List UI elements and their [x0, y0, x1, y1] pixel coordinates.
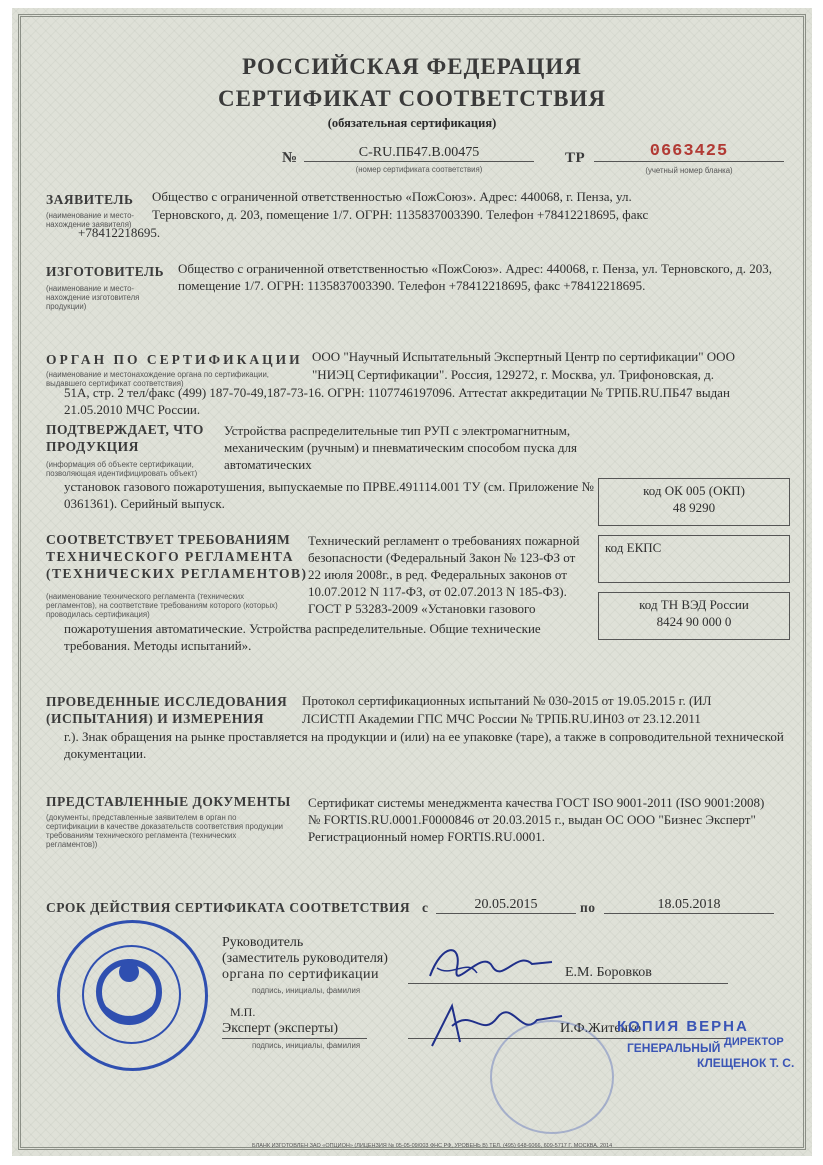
cert-body-text-line2: "НИЭЦ Сертификации". Россия, 129272, г. Москва, ул. Трифоновская, д.: [312, 367, 715, 382]
blank-number-caption: (учетный номер бланка): [645, 166, 733, 175]
certificate-number-caption: (номер сертификата соответствия): [355, 165, 483, 174]
certificate-title: СЕРТИФИКАТ СООТВЕТСТВИЯ: [217, 86, 607, 111]
manufacturer-caption: (наименование и место-нахождение изготовителя продукции): [46, 284, 140, 311]
country-title: РОССИЙСКАЯ ФЕДЕРАЦИЯ: [242, 54, 582, 79]
validity-to-label: по: [580, 900, 596, 915]
applicant-text-line1: Общество с ограниченной ответственностью «ПожСоюз». Адрес: 440068, г. Пенза, ул.: [152, 189, 632, 204]
okp-code-label: код ОК 005 (ОКП): [643, 483, 745, 498]
head-signature-caption: подпись, инициалы, фамилия: [252, 986, 361, 995]
regulation-caption: (наименование технического регламента (технических регламентов), на соответствие требованиям которого (которых) проводилась сертификация): [46, 592, 278, 619]
documents-text: Сертификат системы менеджмента качества ГОСТ ISO 9001-2011 (ISO 9001:2008) № FORTIS.RU.0001.F0000846 от 20.03.2015 г., выдан ОС ООО "Бизнес Эксперт" Регистрационный номер FORTIS.RU.0001.: [308, 795, 765, 844]
product-text-main: Устройства распределительные тип РУП с электромагнитным, механическим (ручным) и пневматическим способом пуска для автоматических: [224, 423, 577, 472]
head-signature-icon: [422, 938, 562, 988]
validity-from-date: 20.05.2015: [436, 896, 576, 914]
okp-code-value: 48 9290: [672, 500, 716, 515]
company-stamp: [490, 1020, 614, 1134]
cert-body-label: ОРГАН ПО СЕРТИФИКАЦИИ: [46, 352, 303, 367]
okp-code-box: [598, 478, 790, 526]
applicant-label: ЗАЯВИТЕЛЬ: [46, 192, 134, 207]
tp-label: ТР: [565, 150, 586, 166]
expert-label: Эксперт (эксперты): [222, 1021, 339, 1036]
copy-certified-line1: КОПИЯ ВЕРНА: [617, 1018, 749, 1035]
stamp-place-mark: М.П.: [230, 1005, 256, 1019]
cert-body-caption: (наименование и местонахождение органа по сертификации, выдавшего сертификат соответствия): [46, 370, 269, 388]
regulation-text-main: Технический регламент о требованиях пожарной безопасности (Федеральный Закон № 123-ФЗ от 22 июля 2008г., в ред. Федеральных законов от 10.07.2012 N 117-ФЗ, от 02.07.2013 N 185-ФЗ). ГОСТ Р 53283-2009 «Установки газового: [308, 533, 580, 616]
regulation-label-line1: СООТВЕТСТВУЕТ ТРЕБОВАНИЯМ: [46, 532, 291, 547]
certificate-subtitle: (обязательная сертификация): [327, 116, 497, 130]
applicant-text-line2: Терновского, д. 203, помещение 1/7. ОГРН: 1135837003390. Телефон +78412218695, факс: [152, 207, 649, 222]
applicant-text-line3: +78412218695.: [78, 225, 161, 240]
product-label-line2: ПРОДУКЦИЯ: [46, 439, 139, 454]
expert-name: И.Ф.Житенко: [560, 1021, 642, 1036]
validity-label: СРОК ДЕЙСТВИЯ СЕРТИФИКАТА СООТВЕТСТВИЯ: [46, 900, 411, 915]
head-signer-line3: органа по сертификации: [222, 967, 380, 982]
head-signer-name: Е.М. Боровков: [565, 965, 652, 980]
tests-text-line3: г.). Знак обращения на рынке проставляется на продукции и (или) на ее упаковке (таре), а также в сопроводительной технической документации.: [64, 729, 784, 761]
tests-label-line2: (ИСПЫТАНИЯ) И ИЗМЕРЕНИЯ: [46, 711, 264, 726]
tests-label-line1: ПРОВЕДЕННЫЕ ИССЛЕДОВАНИЯ: [46, 694, 288, 709]
tests-text-line1: Протокол сертификационных испытаний № 030-2015 от 19.05.2015 г. (ИЛ: [302, 693, 712, 708]
cert-body-text-line1: ООО "Научный Испытательный Экспертный Центр по сертификации" ООО: [312, 349, 735, 364]
tnved-code-value: 8424 90 000 0: [656, 614, 732, 629]
footer-print-info: БЛАНК ИЗГОТОВЛЕН ЗАО «ОПЦИОН» (ЛИЦЕНЗИЯ № 05-05-09/003 ФНС РФ, УРОВЕНЬ В) ТЕЛ. (495) 648-6066, 609-5717 Г. МОСКВА, 2014: [252, 1143, 613, 1149]
tests-text-line2: ЛСИСТП Академии ГПС МЧС России № ТРПБ.RU.ИН03 от 23.12.2011: [302, 711, 701, 726]
stamp-emblem-icon: [57, 920, 202, 1065]
applicant-caption: (наименование и место-нахождение заявителя): [46, 211, 135, 229]
tnved-code-box: [598, 592, 790, 640]
regulation-label-line3: (ТЕХНИЧЕСКИХ РЕГЛАМЕНТОВ): [46, 566, 308, 581]
copy-certified-line3: ДИРЕКТОР: [724, 1036, 784, 1048]
product-label-line1: ПОДТВЕРЖДАЕТ, ЧТО: [46, 422, 204, 437]
validity-from-label: с: [422, 900, 429, 915]
regulation-label-line2: ТЕХНИЧЕСКОГО РЕГЛАМЕНТА: [46, 549, 294, 564]
regulation-text-cont: пожаротушения автоматические. Устройства распределительные. Общие технические требования. Методы испытаний».: [64, 621, 541, 653]
blank-number: 0663425: [594, 142, 784, 162]
ekps-code-box: [598, 535, 790, 583]
official-stamp: [57, 920, 208, 1071]
documents-label: ПРЕДСТАВЛЕННЫЕ ДОКУМЕНТЫ: [46, 794, 291, 809]
ekps-code-label: код ЕКПС: [605, 540, 662, 555]
expert-signature-caption: подпись, инициалы, фамилия: [252, 1041, 361, 1050]
manufacturer-text: Общество с ограниченной ответственностью «ПожСоюз». Адрес: 440068, г. Пенза, ул. Терновского, д. 203, помещение 1/7. ОГРН: 1135837003390. Телефон +78412218695, факс +78412218695.: [178, 261, 772, 293]
tnved-code-label: код ТН ВЭД России: [639, 597, 749, 612]
head-signer-line1: Руководитель: [222, 935, 304, 950]
certificate-number: C-RU.ПБ47.В.00475: [304, 144, 534, 162]
head-signer-line2: (заместитель руководителя): [222, 951, 388, 966]
product-caption: (информация об объекте сертификации, позволяющая идентифицировать объект): [46, 460, 198, 478]
cert-body-text-line3: 51А, стр. 2 тел/факс (499) 187-70-49,187-73-16. ОГРН: 1107746197096. Аттестат аккредитации № ТРПБ.RU.ПБ47 выдан 21.05.2010 МЧС России.: [64, 385, 730, 417]
certificate-sheet: [12, 8, 812, 1156]
copy-certified-line4: КЛЕЩЕНОК Т. С.: [697, 1056, 795, 1070]
expert-label-line: [222, 1038, 367, 1039]
copy-certified-line2: ГЕНЕРАЛЬНЫЙ: [627, 1041, 721, 1055]
number-sign: №: [282, 150, 298, 166]
manufacturer-label: ИЗГОТОВИТЕЛЬ: [46, 264, 165, 279]
product-text-cont: установок газового пожаротушения, выпускаемые по ПРВЕ.491114.001 ТУ (см. Приложение № 0361361). Серийный выпуск.: [64, 479, 594, 511]
validity-to-date: 18.05.2018: [604, 896, 774, 914]
documents-caption: (документы, представленные заявителем в орган по сертификации в качестве доказательств соответствия продукции требованиям технического регламента (технических регламентов)): [46, 813, 284, 849]
